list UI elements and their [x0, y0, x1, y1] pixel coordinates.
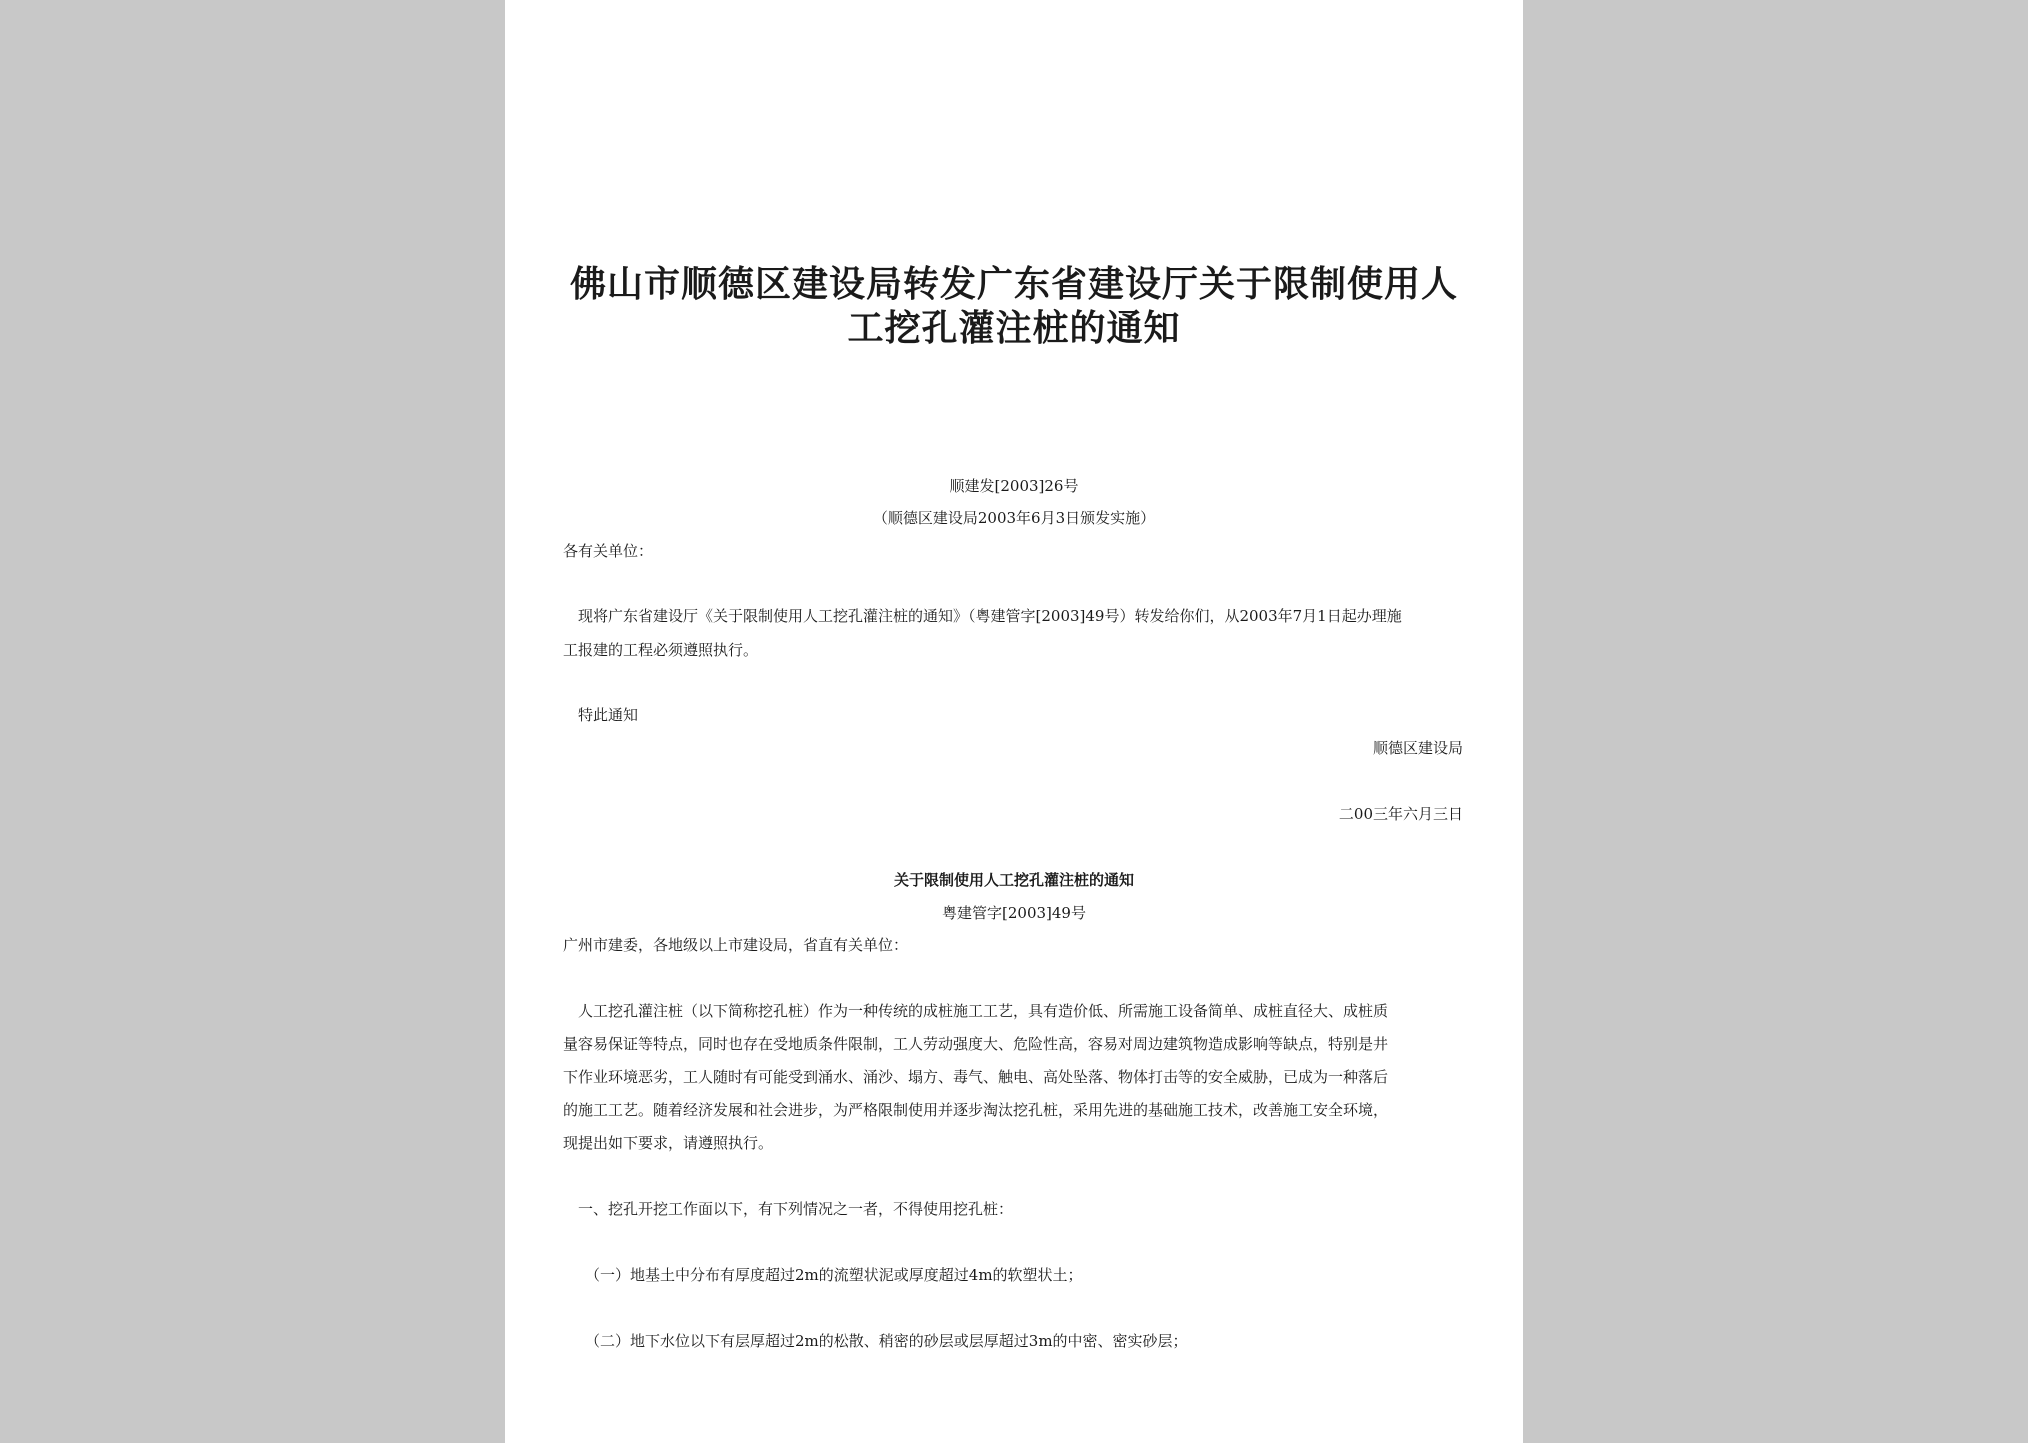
body-line-1: 现将广东省建设厅《关于限制使用人工挖孔灌注桩的通知》（粤建管字[2003]49号）转发给你们，从2003年7月1日起办理施: [578, 607, 1402, 625]
doc-number: 顺建发[2003]26号: [949, 477, 1079, 495]
issuer: 顺德区建设局: [1372, 739, 1463, 757]
paragraph-line: 的施工工艺。随着经济发展和社会进步，为严格限制使用并逐步淘汰挖孔桩，采用先进的基础施工技术，改善施工安全环境，: [563, 1101, 1389, 1119]
body-line-2: 工报建的工程必须遵照执行。: [563, 641, 759, 659]
attachment-salutation: 广州市建委，各地级以上市建设局，省直有关单位：: [563, 936, 909, 954]
paragraph-line: 下作业环境恶劣，工人随时有可能受到涌水、涌沙、塌方、毒气、触电、高处坠落、物体打击等的安全威胁，已成为一种落后: [563, 1068, 1389, 1086]
paragraph-line: 现提出如下要求，请遵照执行。: [563, 1134, 774, 1152]
title-line-1: 佛山市顺德区建设局转发广东省建设厅关于限制使用人: [569, 263, 1458, 305]
paragraph-line: 人工挖孔灌注桩（以下简称挖孔桩）作为一种传统的成桩施工工艺，具有造价低、所需施工设备简单、成桩直径大、成桩质: [578, 1002, 1389, 1020]
attachment-doc-number: 粤建管字[2003]49号: [942, 904, 1086, 922]
closing: 特此通知: [578, 706, 639, 724]
issue-note: （顺德区建设局2003年6月3日颁发实施）: [872, 509, 1156, 527]
issue-date: 二00三年六月三日: [1338, 805, 1463, 823]
section-1-item-1: （一）地基土中分布有厚度超过2m的流塑状泥或厚度超过4m的软塑状土；: [585, 1266, 1083, 1284]
paragraph-line: 量容易保证等特点，同时也存在受地质条件限制，工人劳动强度大、危险性高，容易对周边建筑物造成影响等缺点，特别是井: [563, 1035, 1389, 1053]
attachment-title: 关于限制使用人工挖孔灌注桩的通知: [893, 871, 1134, 889]
document-page: [505, 0, 1523, 1443]
document-title: [545, 262, 1483, 350]
section-1-item-2: （二）地下水位以下有层厚超过2m的松散、稍密的砂层或层厚超过3m的中密、密实砂层；: [585, 1332, 1188, 1350]
salutation: 各有关单位：: [563, 542, 654, 560]
title-line-2: 工挖孔灌注桩的通知: [847, 307, 1181, 349]
section-1-heading: 一、挖孔开挖工作面以下，有下列情况之一者，不得使用挖孔桩：: [578, 1200, 1014, 1218]
